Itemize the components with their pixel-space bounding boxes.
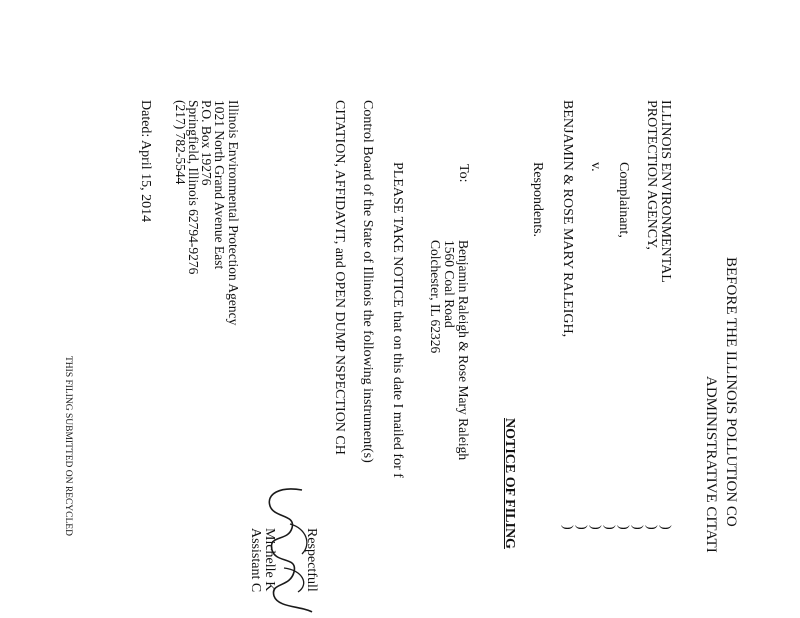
caption-bracket: ) [644,525,659,530]
caption-bracket: ) [602,525,617,530]
versus-label: v. [588,162,603,172]
caption-bracket: ) [630,525,645,530]
dated-line: Dated: April 15, 2014 [138,100,153,223]
respondent-name: BENJAMIN & ROSE MARY RALEIGH, [560,100,575,338]
to-label: To: [456,164,471,183]
document-title: NOTICE OF FILING [502,418,517,549]
complainant-name-line1: ILLINOIS ENVIRONMENTAL [658,100,673,283]
signature-closing: Respectfull [304,528,319,592]
agency-street: 1021 North Grand Avenue East [212,100,227,270]
agency-city: Springfield, Illinois 62794-9276 [186,100,201,275]
agency-name: Illinois Environmental Protection Agency [226,100,241,326]
court-heading: BEFORE THE ILLINOIS POLLUTION CO [723,257,739,527]
signer-name: Michelle K [262,528,277,592]
recipient-street: 1560 Coal Road [442,240,457,328]
agency-phone: (217) 782-5544 [173,100,188,185]
notice-body-line1: PLEASE TAKE NOTICE that on this date I mailed for f [390,162,405,478]
recipient-name: Benjamin Raleigh & Rose Mary Raleigh [456,240,471,461]
agency-box: P.O. Box 19276 [199,100,214,186]
caption-bracket: ) [574,525,589,530]
recycled-paper-footer: THIS FILING SUBMITTED ON RECYCLED [63,356,73,536]
citation-heading: ADMINISTRATIVE CITATI [703,376,719,553]
complainant-name-line2: PROTECTION AGENCY, [644,100,659,250]
caption-bracket: ) [588,525,603,530]
notice-body-line3: CITATION, AFFIDAVIT, and OPEN DUMP NSPECTION CH [332,100,347,455]
notice-body-line2: Control Board of the State of Illinois the following instrument(s) [360,100,375,463]
respondent-role: Respondents. [530,162,545,238]
caption-bracket: ) [658,525,673,530]
signer-title: Assistant C [248,528,263,593]
complainant-role: Complainant, [616,162,631,238]
caption-bracket: ) [560,525,575,530]
recipient-city: Colchester, IL 62326 [428,240,443,354]
caption-bracket: ) [616,525,631,530]
